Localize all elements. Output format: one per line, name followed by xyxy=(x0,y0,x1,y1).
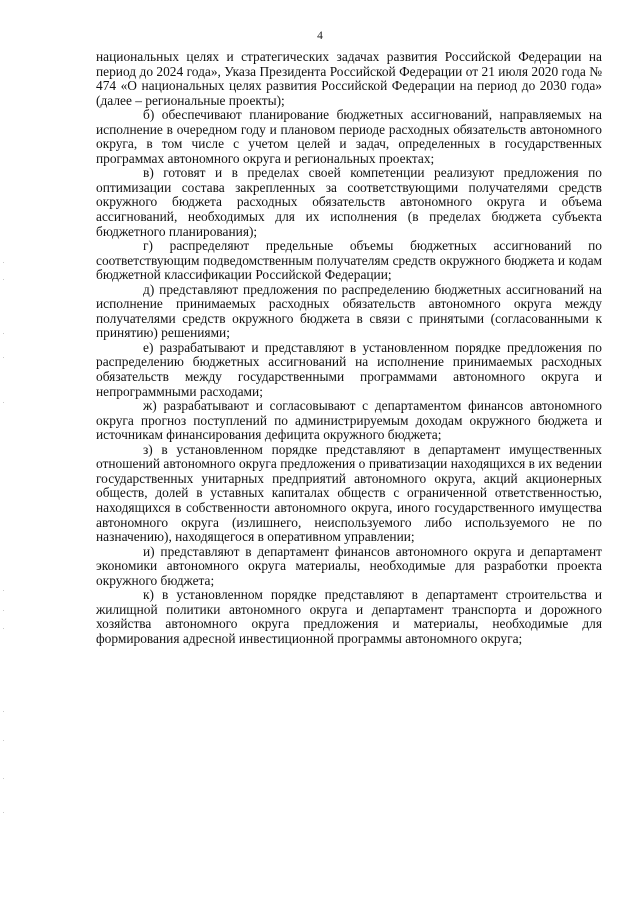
document-body xyxy=(96,50,602,646)
paragraph-continuation: национальных целях и стратегических задачах развития Российской Федерации на период до 2024 года», Указа Президента Российской Федерации от 21 июля 2020 года № 474 «О национальных целях развития Российской Федерации на период до 2030 года» (далее – региональные проекты); xyxy=(96,49,602,108)
paragraph-i: и) представляют в департамент финансов автономного округа и департамент экономики автономного округа материалы, необходимые для разработки проекта окружного бюджета; xyxy=(96,543,602,588)
paragraph-e: е) разрабатывают и представляют в установленном порядке предложения по распределению бюджетных ассигнований на исполнение принимаемых расходных обязательств между государственными программами автономного округа и непрограммными расходами; xyxy=(96,339,602,399)
paragraph-d: д) представляют предложения по распределению бюджетных ассигнований на исполнение принимаемых расходных обязательств автономного округа между получателями средств окружного бюджета в связи с принятыми (согласованными к принятию) решениями; xyxy=(96,281,602,341)
paragraph-v: в) готовят и в пределах своей компетенции реализуют предложения по оптимизации состава закрепленных за соответствующими получателями средств окружного бюджета расходных обязательств автономного округа и объема ассигнований, необходимых для их исполнения (в пределах бюджета субъекта бюджетного планирования); xyxy=(96,165,602,239)
paragraph-b: б) обеспечивают планирование бюджетных ассигнований, направляемых на исполнение в очередном году и плановом периоде расходных обязательств автономного округа, в том числе с учетом целей и задач, определенных в государственных программах автономного округа и региональных проектах; xyxy=(96,107,602,166)
paragraph-k: к) в установленном порядке представляют в департамент строительства и жилищной политики автономного округа и департамент транспорта и дорожного хозяйства автономного округа предложения и материалы, необходимые для формирования адресной инвестиционной программы автономного округа; xyxy=(96,587,602,646)
paragraph-zh: ж) разрабатывают и согласовывают с департаментом финансов автономного округа прогноз поступлений по администрируемым доходам окружного бюджета и источникам финансирования дефицита окружного бюджета; xyxy=(96,398,602,443)
paragraph-g: г) распределяют предельные объемы бюджетных ассигнований по соответствующим подведомственным получателям средств окружного бюджета и кодам бюджетной классификации Российской Федерации; xyxy=(96,238,602,283)
paragraph-z: з) в установленном порядке представляют в департамент имущественных отношений автономного округа предложения о приватизации находящихся в их ведении государственных унитарных предприятий автономного округа, акций акционерных обществ, долей в уставных капиталах обществ с ограниченной ответственностью, находящихся в собственности автономного округа, иного государственного имущества автономного округа (излишнего, неиспользуемого либо используемого не по назначению), находящегося в оперативном управлении; xyxy=(96,441,602,545)
scan-margin-marks xyxy=(3,0,5,905)
page-number: 4 xyxy=(317,30,323,42)
